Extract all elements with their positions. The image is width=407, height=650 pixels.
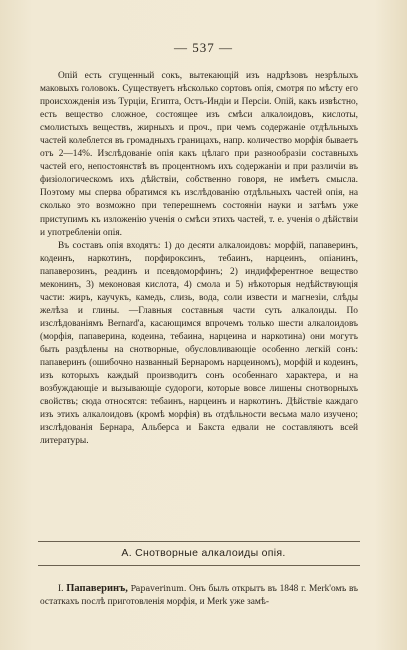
page-number: — 537 — (174, 40, 233, 55)
subsection-text: Онъ былъ открытъ въ 1848 г. Merk'омъ въ остаткахъ послѣ приготовленія морфія, и Merk уже замѣ- (40, 584, 359, 608)
paragraph-opium-composition: Въ составъ опія входятъ: 1) до десяти алкалоидовъ: морфій, папаверинъ, кодеинъ, наркотинъ, порфироксинъ, тебаинъ, нарцеинъ, опіанинъ, папаверозинъ, реадинъ и псевдоморфинъ; 2) индифферентное вещество меконинъ, 3) меконовая кислота, 4) смола и 5) нѣкоторыя недѣйствующія части: жиръ, каучукъ, камедь, слизь, вода, соли извести и магнезіи, слѣды желѣза и глины. —Главныя составныя части суть алкалоиды. По изслѣдованіямъ Bernard'а, касающимся впрочемъ только шести алкалоидовъ (морфія, папаверина, кодеина, тебаина, нарцеина и наркотина) они могутъ быть раздѣлены на снотворные, обусловливающіе особенно легкій сонъ: папаверинъ (ошибочно названный Бернаромъ нарцеиномъ), морфій и кодеинъ, изъ которыхъ каждый производитъ сонъ особеннаго характера, и на возбуждающіе и вызывающіе судороги, которые вовсе лишены снотворныхъ свойствъ; сюда относятся: тебаинъ, нарцеинъ и наркотинъ. Дѣйствіе каждаго изъ этихъ алкалоидовъ (кромѣ морфія) въ отдѣльности весьма мало изучено; изслѣдованія Бернара, Альберса и Бакста едвали не составляютъ всей литературы. (40, 240, 358, 447)
section-heading: А. Снотворные алкалоиды опія. (121, 547, 286, 559)
main-text (40, 70, 358, 448)
section-rule-bottom (38, 565, 360, 566)
paragraph-opium-intro: Опій есть сгущенный сокъ, вытекающій изъ надрѣзовъ незрѣлыхъ маковыхъ головокъ. Существуетъ нѣсколько сортовъ опія, смотря по мѣсту его происхожденія изъ Турціи, Египта, Остъ-Индіи и Персіи. Опій, какъ извѣстно, есть вещество сложное, состоящее изъ смѣси алкалоидовъ, кислоты, смолистыхъ веществъ, жирныхъ и проч., при чемъ содержаніе отдѣльныхъ частей колеблется въ громадныхъ границахъ, напр. количество морфія бываетъ отъ 2—14%. Изслѣдованіе опія какъ цѣлаго при разнообразіи составныхъ частей его, непостоянствѣ въ процентномъ ихъ содержаніи и при различіи въ физіологическомъ ихъ дѣйствіи, собственно говоря, не имѣетъ смысла. Поэтому мы сперва обратимся къ изслѣдованію отдѣльныхъ частей опія, на сколько это возможно при теперешнемъ состояніи науки и затѣмъ уже приступимъ къ изложенію ученія о смѣси этихъ частей, т. е. ученія о дѣйствіи и употребленіи опія. (40, 71, 358, 238)
subsection-number: I. (58, 584, 64, 595)
subsection-latin-name: Papaverinum. (130, 584, 187, 594)
section-rule-top (38, 541, 360, 542)
subsection-title: Папаверинъ, (66, 583, 128, 595)
subsection-papaverine (40, 582, 358, 609)
